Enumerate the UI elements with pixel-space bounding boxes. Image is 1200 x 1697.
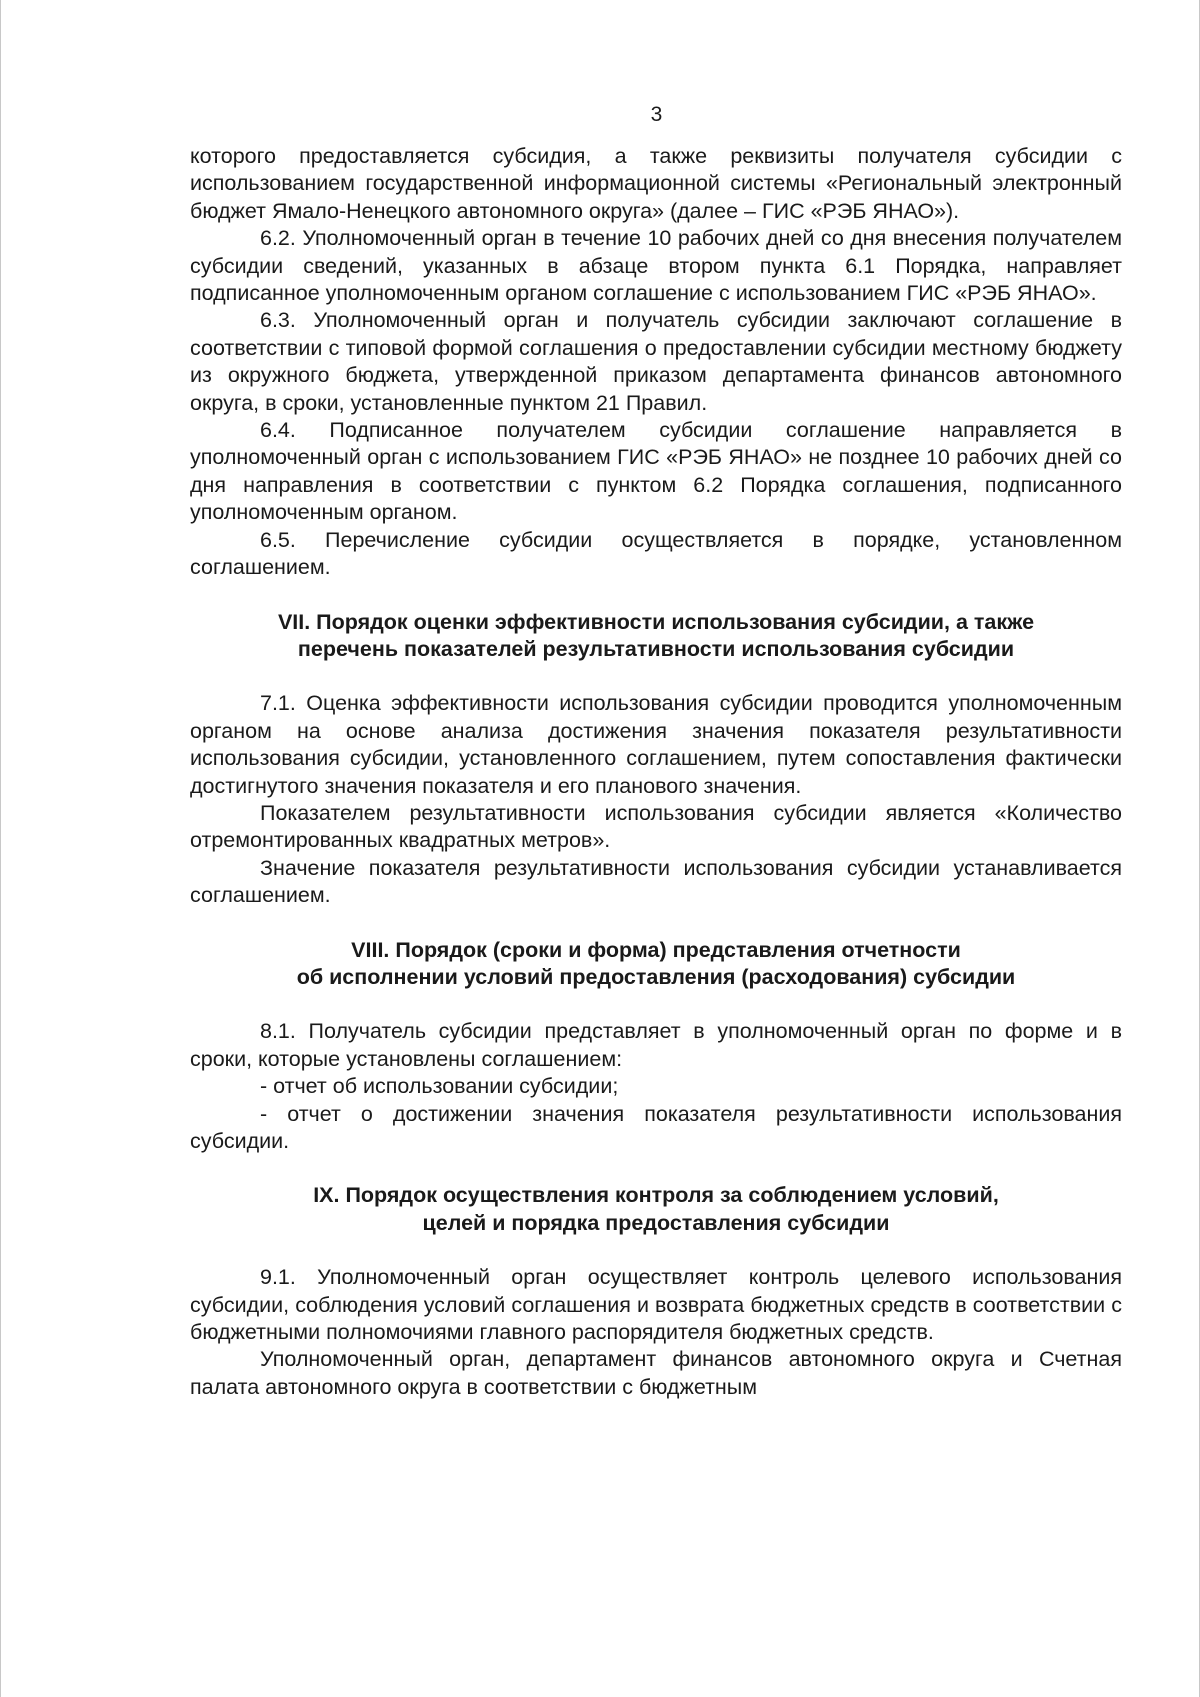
paragraph-7-indicator: Показателем результативности использования субсидии является «Количество отремонтированных квадратных метров». [190,800,1122,853]
paragraph-7-1: 7.1. Оценка эффективности использования субсидии проводится уполномоченным органом на основе анализа достижения значения показателя результативности использования субсидии, установленного соглашением, путем сопоставления фактически достигнутого значения показателя и его планового значения. [190,691,1122,798]
section-vii-heading-line2: перечень показателей результативности использования субсидии [297,636,1015,661]
section-ix-heading-line1: IX. Порядок осуществления контроля за соблюдением условий, [313,1183,999,1208]
section-vii-heading [190,609,1122,664]
page-number: 3 [650,103,663,126]
document-body [190,143,1122,1401]
section-vii-heading-line1: VII. Порядок оценки эффективности использования субсидии, а также [277,609,1035,634]
section-viii-heading [190,937,1122,992]
paragraph-9-control-bodies: Уполномоченный орган, департамент финансов автономного округа и Счетная палата автономного округа в соответствии с бюджетным [190,1347,1122,1399]
list-item-report-indicator: - отчет о достижении значения показателя результативности использования субсидии. [190,1101,1122,1153]
section-viii-heading-line2: об исполнении условий предоставления (расходования) субсидии [296,964,1016,989]
section-ix-heading-line2: целей и порядка предоставления субсидии [422,1210,890,1235]
paragraph-9-1: 9.1. Уполномоченный орган осуществляет контроль целевого использования субсидии, соблюдения условий соглашения и возврата бюджетных средств в соответствии с бюджетными полномочиями главного распорядителя бюджетных средств. [190,1265,1122,1345]
section-ix-heading [190,1182,1122,1237]
paragraph-6-4: 6.4. Подписанное получателем субсидии соглашение направляется в уполномоченный орган с использованием ГИС «РЭБ ЯНАО» не позднее 10 рабочих дней со дня направления в соответствии с пунктом 6.2 Порядка соглашения, подписанного уполномоченным органом. [190,418,1122,525]
paragraph-6-2: 6.2. Уполномоченный орган в течение 10 рабочих дней со дня внесения получателем субсидии сведений, указанных в абзаце втором пункта 6.1 Порядка, направляет подписанное уполномоченным органом соглашение с использованием ГИС «РЭБ ЯНАО». [190,226,1122,306]
left-page-edge [0,0,1,1697]
paragraph-continuation: которого предоставляется субсидия, а также реквизиты получателя субсидии с использованием государственной информационной системы «Региональный электронный бюджет Ямало-Ненецкого автономного округа» (далее – ГИС «РЭБ ЯНАО»). [190,144,1122,223]
section-viii-heading-line1: VIII. Порядок (сроки и форма) представления отчетности [351,937,961,962]
paragraph-7-value: Значение показателя результативности использования субсидии устанавливается соглашением. [190,855,1122,908]
paragraph-6-3: 6.3. Уполномоченный орган и получатель субсидии заключают соглашение в соответствии с типовой формой соглашения о предоставлении субсидии местному бюджету из окружного бюджета, утвержденной приказом департамента финансов автономного округа, в сроки, установленные пунктом 21 Правил. [190,308,1122,415]
paragraph-8-1: 8.1. Получатель субсидии представляет в уполномоченный орган по форме и в сроки, которые установлены соглашением: [190,1019,1122,1071]
list-item-report-usage: - отчет об использовании субсидии; [260,1074,619,1099]
paragraph-6-5: 6.5. Перечисление субсидии осуществляется в порядке, установленном соглашением. [190,527,1122,580]
